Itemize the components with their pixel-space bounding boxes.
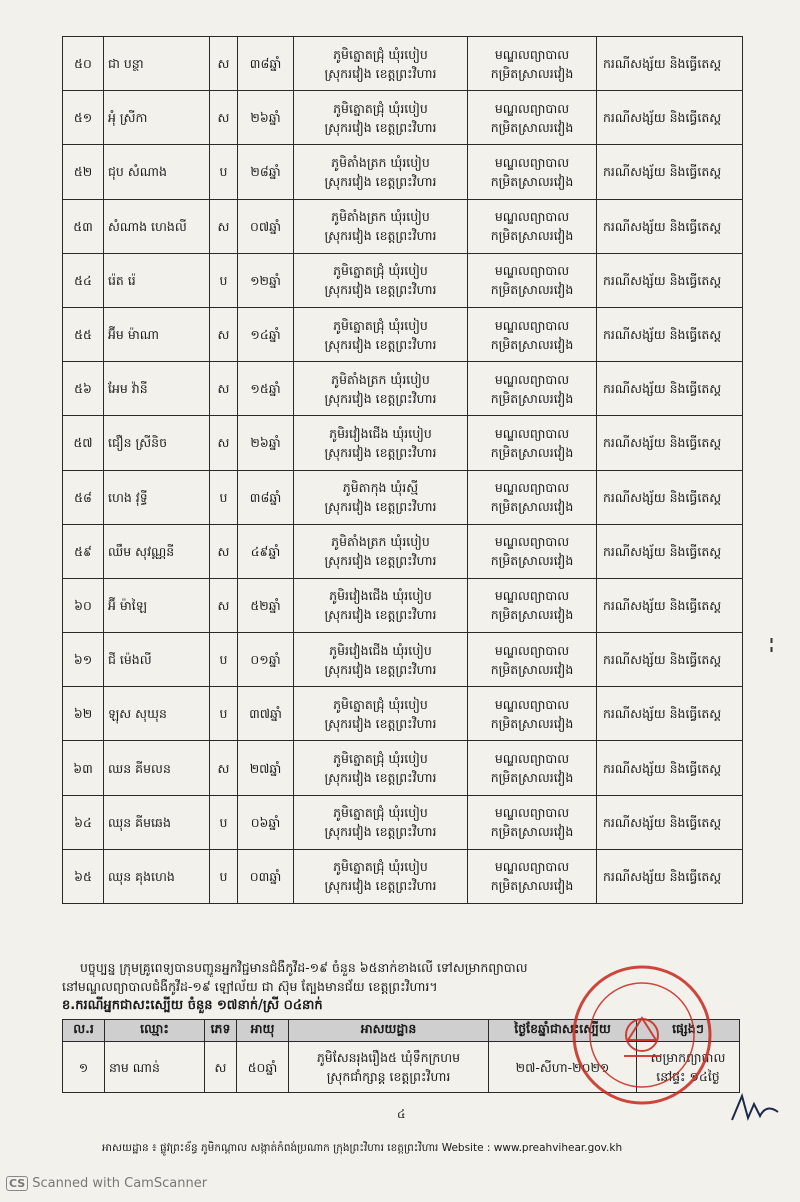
treatment-center	[468, 524, 597, 578]
treatment-center-line-2: កម្រិតស្រាលរវៀង	[490, 824, 574, 840]
table-row	[63, 849, 743, 903]
case-status: ករណីសង្ស័យ និងធ្វើតេស្ត	[597, 633, 743, 687]
case-status: ករណីសង្ស័យ និងធ្វើតេស្ត	[597, 795, 743, 849]
patient-name: ជឿន ស្រីនិច	[104, 416, 210, 470]
case-status: ករណីសង្ស័យ និងធ្វើតេស្ត	[597, 145, 743, 199]
row-number: ៥៩	[63, 524, 104, 578]
treatment-center-line-1: មណ្ឌលព្យាបាល	[494, 696, 570, 712]
signature	[730, 1090, 780, 1125]
patient-address	[294, 741, 468, 795]
page-number: ៤	[397, 1107, 406, 1121]
table-row	[63, 416, 743, 470]
treatment-center	[468, 849, 597, 903]
treatment-center	[468, 253, 597, 307]
treatment-center-line-1: មណ្ឌលព្យាបាល	[494, 209, 570, 225]
patient-sex: ប	[210, 470, 238, 524]
row-number: ៥០	[63, 37, 104, 91]
address-line-2: ស្រុកជាំក្សាន្ត ខេត្តព្រះវិហារ	[326, 1069, 451, 1084]
case-status: ករណីសង្ស័យ និងធ្វើតេស្ត	[597, 37, 743, 91]
patient-name: អ៊ី ម៉ាឡៃ	[104, 578, 210, 632]
patient-address-line-1: ភូមិតាំងត្រក ឃុំរបៀប	[331, 534, 430, 550]
treatment-center-line-1: មណ្ឌលព្យាបាល	[494, 154, 570, 170]
patient-name: ជា បន្ថា	[104, 37, 210, 91]
note-line-1: សម្រាកព្យាបាល	[650, 1050, 726, 1065]
patient-name: ឈឹម សុវណ្ណនី	[104, 524, 210, 578]
patient-address-line-2: ស្រុករវៀង ខេត្តព្រះវិហារ	[324, 390, 437, 406]
patient-age: ២៦ឆ្នាំ	[238, 91, 294, 145]
patient-address-line-1: ភូមិតាំងត្រក ឃុំរបៀប	[331, 371, 430, 387]
case-status: ករណីសង្ស័យ និងធ្វើតេស្ត	[597, 307, 743, 361]
patient-address-line-2: ស្រុករវៀង ខេត្តព្រះវិហារ	[324, 119, 437, 135]
treatment-center-line-1: មណ្ឌលព្យាបាល	[494, 534, 570, 550]
patient-name: ហេង វុទ្ធី	[104, 470, 210, 524]
patient-address-line-1: ភូមិត្នោតជ្រុំ ឃុំរបៀប	[333, 859, 428, 875]
patient-address-line-2: ស្រុករវៀង ខេត្តព្រះវិហារ	[324, 607, 437, 623]
patient-address-line-2: ស្រុករវៀង ខេត្តព្រះវិហារ	[324, 499, 437, 515]
patient-address	[294, 849, 468, 903]
patient-address-line-1: ភូមិត្នោតជ្រុំ ឃុំរបៀប	[333, 696, 428, 712]
patient-name: ឡុស សុឃុន	[104, 687, 210, 741]
official-stamp	[562, 960, 722, 1110]
table-row	[63, 470, 743, 524]
case-status: ករណីសង្ស័យ និងធ្វើតេស្ត	[597, 416, 743, 470]
table-row	[63, 687, 743, 741]
patient-sex: ប	[210, 633, 238, 687]
patient-address	[294, 687, 468, 741]
patient-age: ៣៨ឆ្នាំ	[238, 470, 294, 524]
patient-sex: ស	[210, 91, 238, 145]
patient-address-line-2: ស្រុករវៀង ខេត្តព្រះវិហារ	[324, 661, 437, 677]
patient-sex: ប	[210, 687, 238, 741]
patient-name: ឈន គីមលន	[104, 741, 210, 795]
patient-sex: ស	[210, 37, 238, 91]
patient-sex: ស	[210, 578, 238, 632]
table-row	[63, 199, 743, 253]
patient-name: អែម វ៉ានី	[104, 362, 210, 416]
patient-address-line-1: ភូមិត្នោតជ្រុំ ឃុំរបៀប	[333, 317, 428, 333]
treatment-center-line-2: កម្រិតស្រាលរវៀង	[490, 661, 574, 677]
treatment-center-line-2: កម្រិតស្រាលរវៀង	[490, 119, 574, 135]
treatment-center	[468, 416, 597, 470]
treatment-center	[468, 199, 597, 253]
row-number: ៥២	[63, 145, 104, 199]
patient-name: សំណាង ហេងលី	[104, 199, 210, 253]
treatment-center	[468, 37, 597, 91]
patient-age: ២៨ឆ្នាំ	[238, 145, 294, 199]
patient-address	[289, 1042, 489, 1093]
treatment-center-line-2: កម្រិតស្រាលរវៀង	[490, 173, 574, 189]
row-number: ៦២	[63, 687, 104, 741]
treatment-center	[468, 362, 597, 416]
case-status: ករណីសង្ស័យ និងធ្វើតេស្ត	[597, 253, 743, 307]
patient-address-line-1: ភូមិត្នោតជ្រុំ ឃុំរបៀប	[333, 805, 428, 821]
row-number: ៥៥	[63, 307, 104, 361]
row-number: ៦៥	[63, 849, 104, 903]
patient-address	[294, 145, 468, 199]
patient-address	[294, 524, 468, 578]
patient-address	[294, 578, 468, 632]
case-status: ករណីសង្ស័យ និងធ្វើតេស្ត	[597, 578, 743, 632]
patient-sex: ប	[210, 795, 238, 849]
case-status: ករណីសង្ស័យ និងធ្វើតេស្ត	[597, 687, 743, 741]
header-cell: ផ្សេងៗ	[637, 1020, 740, 1042]
treatment-center-line-1: មណ្ឌលព្យាបាល	[494, 751, 570, 767]
table-row	[63, 145, 743, 199]
table-row	[63, 362, 743, 416]
patient-sex: ស	[210, 199, 238, 253]
patient-sex: ស	[205, 1042, 237, 1093]
treatment-center-line-2: កម្រិតស្រាលរវៀង	[490, 444, 574, 460]
case-status: ករណីសង្ស័យ និងធ្វើតេស្ត	[597, 362, 743, 416]
treatment-center	[468, 633, 597, 687]
case-status: ករណីសង្ស័យ និងធ្វើតេស្ត	[597, 849, 743, 903]
patient-sex: ប	[210, 849, 238, 903]
row-number: ៥៨	[63, 470, 104, 524]
patient-name: ជុប សំណាង	[104, 145, 210, 199]
row-number: ៥៣	[63, 199, 104, 253]
patient-age: ២៧ឆ្នាំ	[238, 741, 294, 795]
paragraph-line-2: នៅមណ្ឌលព្យាបាលជំងឺកូវីដ-១៩ ឡៅល័យ ជា ស៊ុម ត្បែងមានជ័យ ខេត្តព្រះវិហារ។	[62, 979, 438, 994]
patient-name: ឈុន គីមឆេង	[104, 795, 210, 849]
case-status: ករណីសង្ស័យ និងធ្វើតេស្ត	[597, 91, 743, 145]
patient-age: ០៧ឆ្នាំ	[238, 199, 294, 253]
patient-address-line-1: ភូមិរវៀងជើង ឃុំរបៀប	[329, 642, 432, 658]
row-number: ៥៧	[63, 416, 104, 470]
patient-age: ៥០ឆ្នាំ	[237, 1042, 289, 1093]
treatment-center-line-2: កម្រិតស្រាលរវៀង	[490, 336, 574, 352]
section-title: ខ.ករណីអ្នកជាសះស្បើយ ចំនួន ១៧នាក់/ស្រី ០៤នាក់	[62, 998, 323, 1013]
patient-address	[294, 307, 468, 361]
patient-address-line-1: ភូមិត្នោតជ្រុំ ឃុំរបៀប	[333, 100, 428, 116]
patient-address-line-1: ភូមិរវៀងជើង ឃុំរបៀប	[329, 588, 432, 604]
patient-address-line-2: ស្រុករវៀង ខេត្តព្រះវិហារ	[324, 878, 437, 894]
treatment-center	[468, 687, 597, 741]
patient-address	[294, 362, 468, 416]
treatment-center-line-2: កម្រិតស្រាលរវៀង	[490, 390, 574, 406]
patient-sex: ស	[210, 416, 238, 470]
patient-address	[294, 199, 468, 253]
treatment-center-line-1: មណ្ឌលព្យាបាល	[494, 317, 570, 333]
table-row	[63, 633, 743, 687]
patient-age: ១៥ឆ្នាំ	[238, 362, 294, 416]
recovery-date: ២៧-សីហា-២០២១	[489, 1042, 637, 1093]
patient-address-line-1: ភូមិត្នោតជ្រុំ ឃុំរបៀប	[333, 46, 428, 62]
scanner-watermark	[6, 1176, 207, 1191]
header-cell: អាយុ	[237, 1020, 289, 1042]
treatment-center	[468, 145, 597, 199]
patient-name: នាម ណាន់	[105, 1042, 205, 1093]
treatment-center-line-1: មណ្ឌលព្យាបាល	[494, 805, 570, 821]
patient-address-line-2: ស្រុករវៀង ខេត្តព្រះវិហារ	[324, 824, 437, 840]
treatment-center-line-2: កម្រិតស្រាលរវៀង	[490, 878, 574, 894]
camscanner-logo-icon: CS	[6, 1176, 28, 1191]
margin-mark	[770, 638, 773, 652]
header-cell: ភេទ	[205, 1020, 237, 1042]
case-status: ករណីសង្ស័យ និងធ្វើតេស្ត	[597, 524, 743, 578]
treatment-center-line-1: មណ្ឌលព្យាបាល	[494, 480, 570, 496]
patient-sex: ស	[210, 362, 238, 416]
row-number: ៦១	[63, 633, 104, 687]
patient-name: ឈុន គុងហេង	[104, 849, 210, 903]
treatment-center-line-2: កម្រិតស្រាលរវៀង	[490, 65, 574, 81]
treatment-center-line-2: កម្រិតស្រាលរវៀង	[490, 715, 574, 731]
patient-address-line-1: ភូមិត្នោតជ្រុំ ឃុំរបៀប	[333, 751, 428, 767]
header-cell: ឈ្មោះ	[105, 1020, 205, 1042]
patient-age: ១២ឆ្នាំ	[238, 253, 294, 307]
patient-address	[294, 91, 468, 145]
table-row	[63, 91, 743, 145]
patient-address-line-2: ស្រុករវៀង ខេត្តព្រះវិហារ	[324, 336, 437, 352]
patient-address-line-2: ស្រុករវៀង ខេត្តព្រះវិហារ	[324, 715, 437, 731]
treatment-center	[468, 795, 597, 849]
patient-address-line-1: ភូមិតាំងត្រក ឃុំរបៀប	[331, 209, 430, 225]
row-number: ៦៤	[63, 795, 104, 849]
treatment-center	[468, 307, 597, 361]
table-row	[63, 578, 743, 632]
patient-age: ២៦ឆ្នាំ	[238, 416, 294, 470]
patient-address	[294, 470, 468, 524]
table-row	[63, 253, 743, 307]
header-cell: អាសយដ្ឋាន	[289, 1020, 489, 1042]
patient-address-line-1: ភូមិតាំងត្រក ឃុំរបៀប	[331, 154, 430, 170]
patient-age: ០៦ឆ្នាំ	[238, 795, 294, 849]
treatment-center-line-2: កម្រិតស្រាលរវៀង	[490, 770, 574, 786]
patient-sex: ប	[210, 145, 238, 199]
address-line-1: ភូមិសែនរុងរឿង៥ ឃុំទឹកក្រហម	[316, 1050, 461, 1065]
patient-address-line-2: ស្រុករវៀង ខេត្តព្រះវិហារ	[324, 282, 437, 298]
table-row	[63, 37, 743, 91]
patient-age: ៣៨ឆ្នាំ	[238, 37, 294, 91]
patient-name: អុំ ស្រីកា	[104, 91, 210, 145]
positive-cases-table	[62, 36, 743, 904]
treatment-center-line-2: កម្រិតស្រាលរវៀង	[490, 607, 574, 623]
row-number: ៦០	[63, 578, 104, 632]
patient-address-line-2: ស្រុករវៀង ខេត្តព្រះវិហារ	[324, 770, 437, 786]
patient-age: ០៣ឆ្នាំ	[238, 849, 294, 903]
table-row	[63, 307, 743, 361]
patient-address	[294, 795, 468, 849]
patient-age: ១៤ឆ្នាំ	[238, 307, 294, 361]
treatment-center-line-1: មណ្ឌលព្យាបាល	[494, 263, 570, 279]
treatment-center	[468, 741, 597, 795]
patient-name: រ៉េត រ៉េ	[104, 253, 210, 307]
row-number: ១	[63, 1042, 105, 1093]
patient-age: ៤៩ឆ្នាំ	[238, 524, 294, 578]
patient-address-line-2: ស្រុករវៀង ខេត្តព្រះវិហារ	[324, 173, 437, 189]
patient-address	[294, 633, 468, 687]
patient-address-line-1: ភូមិរវៀងជើង ឃុំរបៀប	[329, 425, 432, 441]
patient-address	[294, 416, 468, 470]
patient-sex: ស	[210, 524, 238, 578]
treatment-center-line-1: មណ្ឌលព្យាបាល	[494, 425, 570, 441]
patient-address	[294, 37, 468, 91]
treatment-center	[468, 470, 597, 524]
patient-address-line-2: ស្រុករវៀង ខេត្តព្រះវិហារ	[324, 553, 437, 569]
table-row	[63, 741, 743, 795]
treatment-center-line-1: មណ្ឌលព្យាបាល	[494, 642, 570, 658]
patient-sex: ស	[210, 741, 238, 795]
footer-address: អាសយដ្ឋាន ៖ ផ្លូវព្រះខ័ន្ធ ភូមិកណ្ដាល សង្កាត់កំពង់ប្រណាក ក្រុងព្រះវិហារ ខេត្តព្រះវិហារ Website : www.preahvihear.gov.kh	[102, 1142, 623, 1154]
scanner-text: Scanned with CamScanner	[32, 1176, 208, 1191]
row-number: ៥៤	[63, 253, 104, 307]
row-number: ៥១	[63, 91, 104, 145]
treatment-center-line-1: មណ្ឌលព្យាបាល	[494, 100, 570, 116]
patient-address-line-1: ភូមិតាកុង ឃុំរស្មី	[342, 480, 419, 496]
row-number: ៥៦	[63, 362, 104, 416]
patient-address-line-2: ស្រុករវៀង ខេត្តព្រះវិហារ	[324, 65, 437, 81]
patient-address-line-2: ស្រុករវៀង ខេត្តព្រះវិហារ	[324, 228, 437, 244]
treatment-center-line-2: កម្រិតស្រាលរវៀង	[490, 282, 574, 298]
patient-sex: ស	[210, 307, 238, 361]
patient-age: ៣៧ឆ្នាំ	[238, 687, 294, 741]
patient-address-line-2: ស្រុករវៀង ខេត្តព្រះវិហារ	[324, 444, 437, 460]
header-cell: ថ្ងៃខែឆ្នាំជាសះស្បើយ	[489, 1020, 637, 1042]
treatment-center-line-1: មណ្ឌលព្យាបាល	[494, 859, 570, 875]
treatment-center-line-1: មណ្ឌលព្យាបាល	[494, 46, 570, 62]
treatment-center-line-2: កម្រិតស្រាលរវៀង	[490, 228, 574, 244]
patient-sex: ប	[210, 253, 238, 307]
paragraph-line-1: បច្ចុប្បន្ន ក្រុមគ្រូពេទ្យបានបញ្ជូនអ្នកវិជ្ជមានជំងឺកូវីដ-១៩ ចំនួន ៦៥នាក់ខាងលើ ទៅសម្រាកព្យាបាល	[80, 960, 528, 975]
patient-age: ៥២ឆ្នាំ	[238, 578, 294, 632]
row-number: ៦៣	[63, 741, 104, 795]
case-status: ករណីសង្ស័យ និងធ្វើតេស្ត	[597, 199, 743, 253]
note-line-2: នៅផ្ទះ ១៤ថ្ងៃ	[656, 1069, 720, 1084]
header-cell: ល.រ	[63, 1020, 105, 1042]
table-row	[63, 795, 743, 849]
treatment-center-line-1: មណ្ឌលព្យាបាល	[494, 371, 570, 387]
patient-name: ជី ម៉េងលី	[104, 633, 210, 687]
patient-address-line-1: ភូមិត្នោតជ្រុំ ឃុំរបៀប	[333, 263, 428, 279]
case-status: ករណីសង្ស័យ និងធ្វើតេស្ត	[597, 470, 743, 524]
patient-name: អ៊ីម ម៉ាណា	[104, 307, 210, 361]
patient-age: ០១ឆ្នាំ	[238, 633, 294, 687]
case-status: ករណីសង្ស័យ និងធ្វើតេស្ត	[597, 741, 743, 795]
patient-address	[294, 253, 468, 307]
treatment-center-line-2: កម្រិតស្រាលរវៀង	[490, 553, 574, 569]
treatment-center	[468, 91, 597, 145]
table-row	[63, 524, 743, 578]
treatment-center	[468, 578, 597, 632]
treatment-center-line-1: មណ្ឌលព្យាបាល	[494, 588, 570, 604]
treatment-center-line-2: កម្រិតស្រាលរវៀង	[490, 499, 574, 515]
